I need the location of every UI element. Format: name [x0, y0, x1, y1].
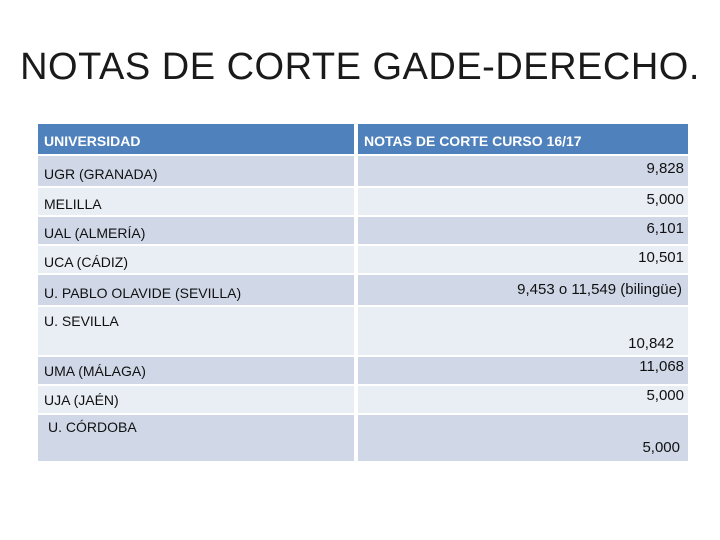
cutoff-grade: 11,068 [639, 358, 684, 375]
table-header-row [38, 124, 688, 154]
header-university: UNIVERSIDAD [38, 124, 354, 154]
cutoff-grade: 6,101 [646, 220, 684, 237]
cutoff-grade: 9,453 o 11,549 (bilingüe) [517, 281, 682, 298]
university-name: UGR (GRANADA) [44, 166, 158, 182]
table-row [38, 217, 688, 244]
cutoff-grade: 5,000 [646, 191, 684, 208]
cutoff-grade: 10,501 [638, 249, 684, 266]
cutoff-grade: 5,000 [646, 387, 684, 404]
university-name: MELILLA [44, 196, 102, 212]
table-row [38, 246, 688, 273]
cutoff-grade: 9,828 [646, 160, 684, 177]
slide-title: NOTAS DE CORTE GADE-DERECHO. [20, 46, 700, 88]
university-name: UAL (ALMERÍA) [44, 225, 146, 241]
table-row [38, 415, 688, 461]
cutoff-grade: 10,842 [628, 335, 674, 352]
table-row [38, 275, 688, 305]
cutoff-grade: 5,000 [642, 439, 680, 456]
cutoff-grades-table [38, 124, 688, 461]
university-name: U. PABLO OLAVIDE (SEVILLA) [44, 285, 242, 301]
university-name: UCA (CÁDIZ) [44, 254, 128, 270]
table-row [38, 156, 688, 186]
table-row [38, 357, 688, 384]
university-name: U. CÓRDOBA [48, 419, 137, 435]
university-name: UMA (MÁLAGA) [44, 363, 146, 379]
table-row [38, 386, 688, 413]
table-row [38, 188, 688, 215]
university-name: UJA (JAÉN) [44, 392, 119, 408]
table-row [38, 307, 688, 355]
university-name: U. SEVILLA [44, 313, 119, 329]
header-grades: NOTAS DE CORTE CURSO 16/17 [358, 124, 688, 154]
